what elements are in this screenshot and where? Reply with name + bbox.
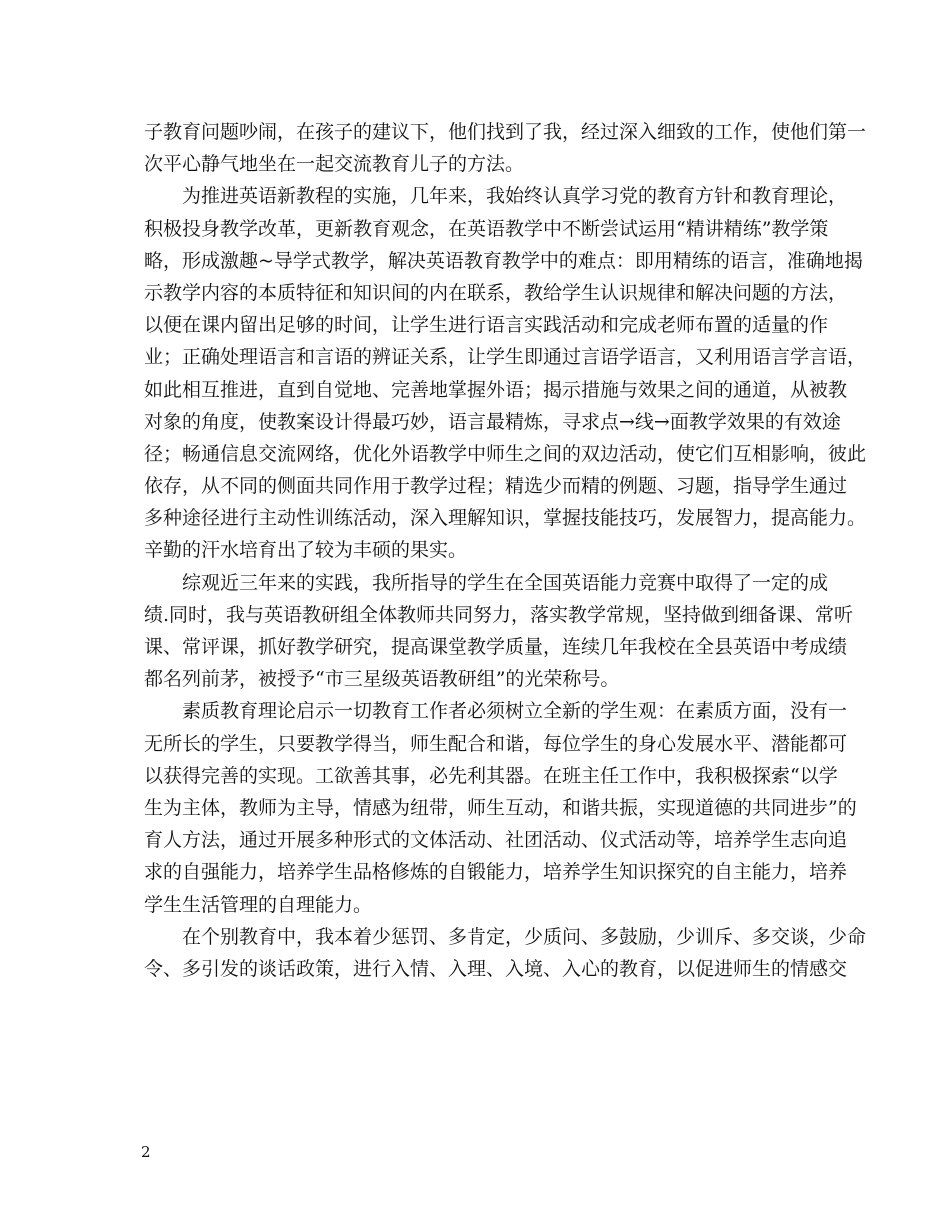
text-line: 都名列前茅，被授予“市三星级英语教研组”的光荣称号。 — [144, 668, 620, 691]
text-line: 辛勤的汗水培育出了较为丰硕的果实。 — [144, 539, 468, 562]
text-line: 示教学内容的本质特征和知识间的内在联系，教给学生认识规律和解决问题的方法， — [144, 281, 848, 304]
text-line: 课、常评课，抓好教学研究，提高课堂教学质量，连续几年我校在全县英语中考成绩 — [144, 636, 848, 658]
text-line: 如此相互推进，直到自觉地、完善地掌握外语；揭示措施与效果之间的通道，从被教 — [144, 378, 848, 401]
text-line: 对象的角度，使教案设计得最巧妙，语言最精炼，寻求点→线→面教学效果的有效途 — [144, 410, 841, 433]
text-line: 径；畅通信息交流网络，优化外语教学中师生之间的双边活动，使它们互相影响，彼此 — [144, 442, 867, 465]
text-line: 子教育问题吵闹，在孩子的建议下，他们找到了我，经过深入细致的工作，使他们第一 — [144, 121, 867, 143]
text-line: 生为主体，教师为主导，情感为纽带，师生互动，和谐共振，实现道德的共同进步”的 — [144, 796, 857, 819]
text-line: 绩.同时，我与英语教研组全体教师共同努力，落实教学常规，坚持做到细备课、常听 — [144, 603, 854, 626]
text-line: 为推进英语新教程的实施，几年来，我始终认真学习党的教育方针和教育理论， — [182, 185, 848, 208]
text-line: 令、多引发的谈话政策，进行入情、入理、入境、入心的教育，以促进师生的情感交 — [144, 957, 848, 980]
text-line: 次平心静气地坐在一起交流教育儿子的方法。 — [144, 153, 525, 176]
text-line: 业；正确处理语言和言语的辨证关系，让学生即通过言语学语言，又利用语言学言语， — [144, 346, 867, 369]
text-line: 多种途径进行主动性训练活动，深入理解知识，掌握技能技巧，发展智力，提高能力。 — [144, 507, 867, 530]
body-text — [144, 116, 867, 985]
text-line: 积极投身教学改革，更新教育观念，在英语教学中不断尝试运用“精讲精练”教学策 — [144, 217, 829, 240]
text-line: 学生生活管理的自理能力。 — [144, 893, 373, 916]
text-line: 依存，从不同的侧面共同作用于教学过程；精选少而精的例题、习题，指导学生通过 — [144, 475, 848, 498]
text-line: 素质教育理论启示一切教育工作者必须树立全新的学生观：在素质方面，没有一 — [182, 700, 848, 723]
text-line: 在个别教育中，我本着少惩罚、多肯定，少质问、多鼓励，少训斥、多交谈，少命 — [182, 925, 867, 948]
page-number: 2 — [141, 1143, 151, 1161]
text-line: 略，形成激趣~导学式教学，解决英语教育教学中的难点：即用精练的语言，准确地揭 — [144, 249, 863, 272]
text-line: 以便在课内留出足够的时间，让学生进行语言实践活动和完成老师布置的适量的作 — [144, 314, 829, 337]
text-line: 无所长的学生，只要教学得当，师生配合和谐，每位学生的身心发展水平、潜能都可 — [144, 732, 848, 755]
text-line: 综观近三年来的实践，我所指导的学生在全国英语能力竞赛中取得了一定的成 — [182, 571, 829, 594]
text-line: 以获得完善的实现。工欲善其事，必先利其器。在班主任工作中，我积极探索“以学 — [144, 764, 838, 787]
text-line: 育人方法，通过开展多种形式的文体活动、社团活动、仪式活动等，培养学生志向追 — [144, 829, 848, 852]
text-line: 求的自强能力，培养学生品格修炼的自锻能力，培养学生知识探究的自主能力，培养 — [144, 861, 848, 884]
